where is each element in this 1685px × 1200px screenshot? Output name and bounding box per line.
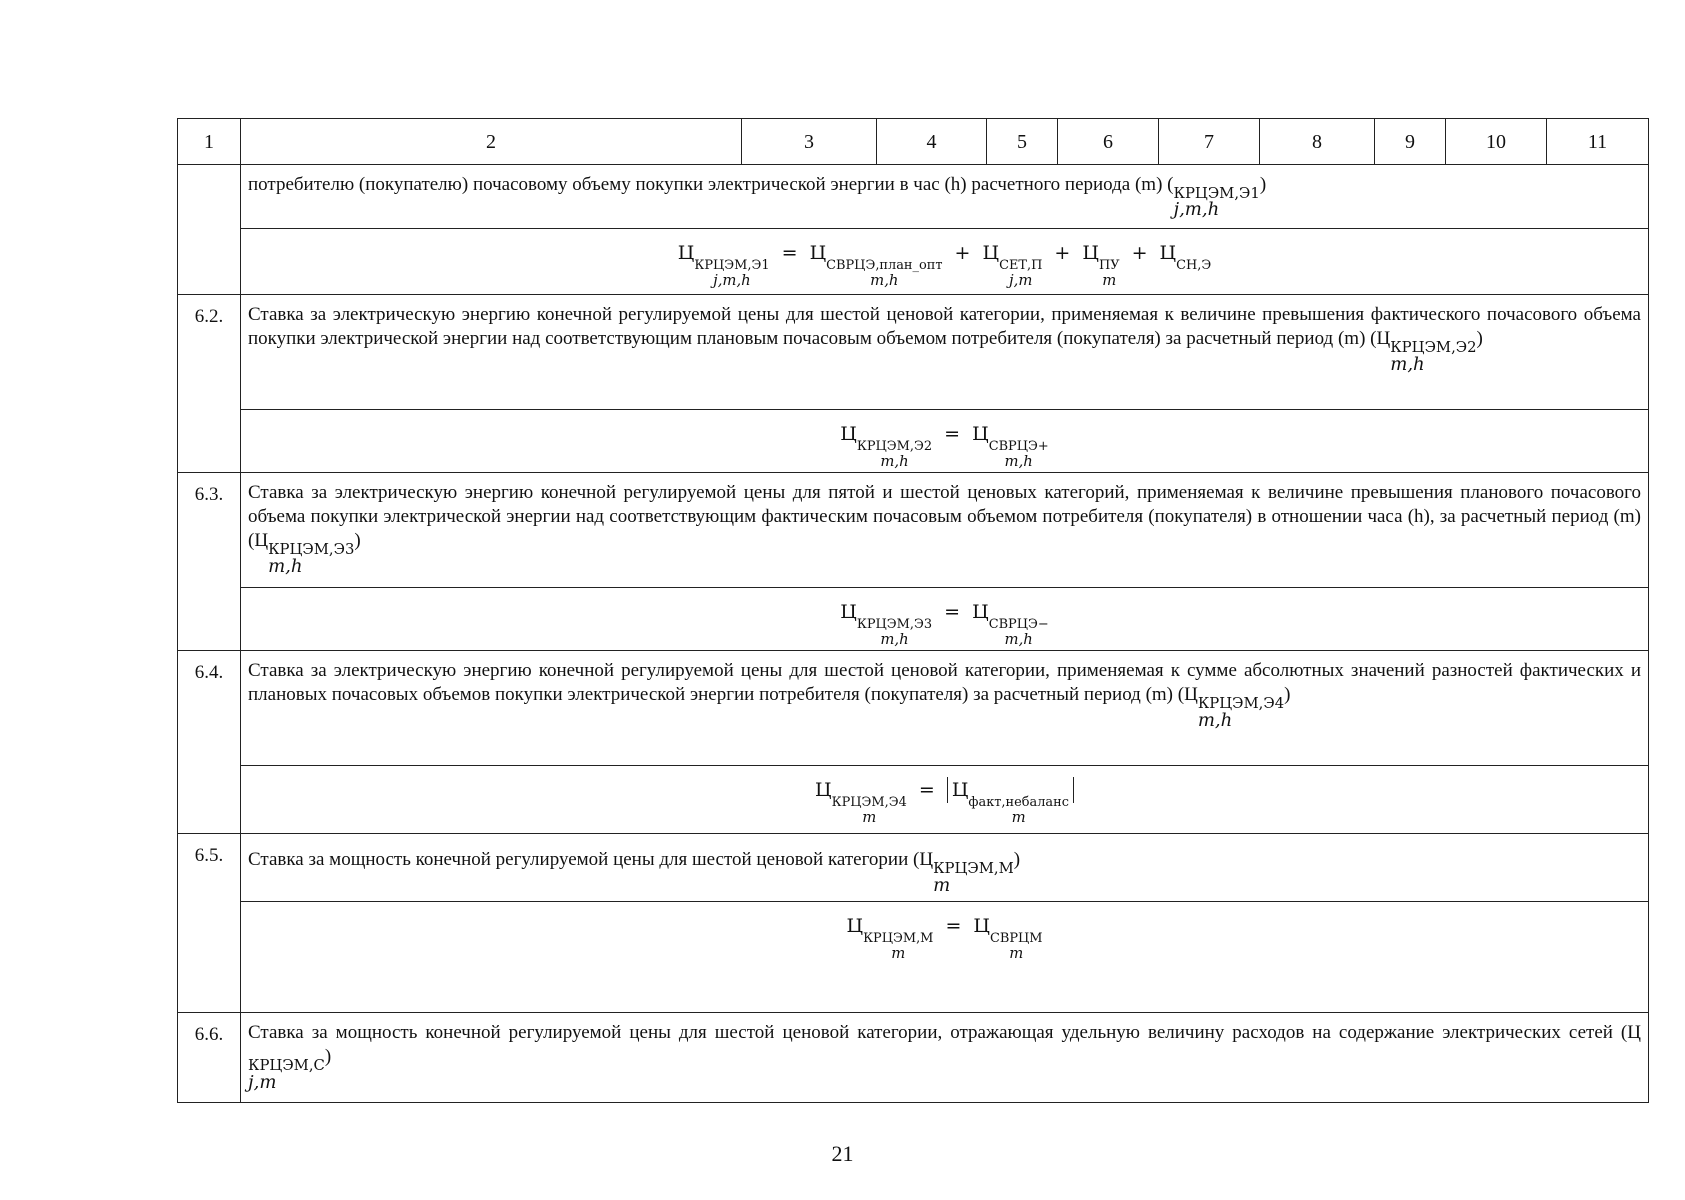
table-row — [178, 834, 1649, 902]
table-row — [178, 165, 1649, 229]
header-cell: 5 — [987, 119, 1058, 165]
formula-row — [178, 766, 1649, 834]
header-cell: 8 — [1260, 119, 1375, 165]
header-cell: 6 — [1058, 119, 1159, 165]
formula-6-2: Ц КРЦЭМ,Э2 m,h = Ц СВРЦЭ+ m,h — [241, 410, 1649, 473]
row-number — [178, 165, 241, 295]
header-cell: 7 — [1159, 119, 1260, 165]
header-cell: 4 — [877, 119, 987, 165]
formula-6-1: Ц КРЦЭМ,Э1 j,m,h = Ц СВРЦЭ,план_опт m,h + Ц СЕТ,П j,m + Ц ПУ m + Ц СН,Э — [241, 229, 1649, 295]
header-cell: 1 — [178, 119, 241, 165]
page-number: 21 — [831, 1141, 854, 1166]
row-number: 6.6. — [178, 1013, 241, 1103]
header-cell: 10 — [1446, 119, 1547, 165]
table-row — [178, 473, 1649, 588]
formula-6-3: Ц КРЦЭМ,Э3 m,h = Ц СВРЦЭ− m,h — [241, 588, 1649, 651]
row-number: 6.2. — [178, 295, 241, 473]
row-description: Ставка за мощность конечной регулируемой цены для шестой ценовой категории (Ц КРЦЭМ,М m ) — [241, 834, 1649, 902]
formula-row — [178, 902, 1649, 1013]
tariff-table — [177, 118, 1649, 1103]
header-cell: 9 — [1375, 119, 1446, 165]
formula-6-4: Ц КРЦЭМ,Э4 m = Ц факт,небаланс m — [241, 766, 1649, 834]
row-description: Ставка за электрическую энергию конечной регулируемой цены для шестой ценовой категории, применяемая к величине превышения фактического почасового объема покупки электрической энергии над соответствующим плановым почасовым объемом потребителя (покупателя) за расчетный период (m) (Ц КРЦЭМ,Э2 m,h ) — [241, 295, 1649, 410]
header-cell: 3 — [742, 119, 877, 165]
formula-6-5: Ц КРЦЭМ,М m = Ц СВРЦМ m — [241, 902, 1649, 1013]
row-number: 6.3. — [178, 473, 241, 651]
row-description: потребителю (покупателю) почасовому объему покупки электрической энергии в час (h) расчетного периода (m) ( КРЦЭМ,Э1 j,m,h ) — [241, 165, 1649, 229]
header-row — [178, 119, 1649, 165]
absolute-value-bars: Ц факт,небаланс m — [947, 777, 1074, 803]
formula-row — [178, 410, 1649, 473]
formula-row — [178, 588, 1649, 651]
table-row — [178, 1013, 1649, 1103]
row-number: 6.4. — [178, 651, 241, 834]
header-cell: 2 — [241, 119, 742, 165]
table-row — [178, 295, 1649, 410]
header-cell: 11 — [1547, 119, 1649, 165]
table-row — [178, 651, 1649, 766]
formula-row — [178, 229, 1649, 295]
row-description: Ставка за электрическую энергию конечной регулируемой цены для пятой и шестой ценовых категорий, применяемая к величине превышения планового почасового объема покупки электрической энергии над соответствующим фактическим почасовым объемом потребителя (покупателя) в отношении часа (h), за расчетный период (m) (Ц КРЦЭМ,Э3 m,h ) — [241, 473, 1649, 588]
row-description: Ставка за мощность конечной регулируемой цены для шестой ценовой категории, отражающая удельную величину расходов на содержание электрических сетей (Ц КРЦЭМ,C j,m ) — [241, 1013, 1649, 1103]
row-number: 6.5. — [178, 834, 241, 1013]
row-description: Ставка за электрическую энергию конечной регулируемой цены для шестой ценовой категории, применяемая к сумме абсолютных значений разностей фактических и плановых почасовых объемов покупки электрической энергии потребителя (покупателя) за расчетный период (m) (Ц КРЦЭМ,Э4 m,h ) — [241, 651, 1649, 766]
